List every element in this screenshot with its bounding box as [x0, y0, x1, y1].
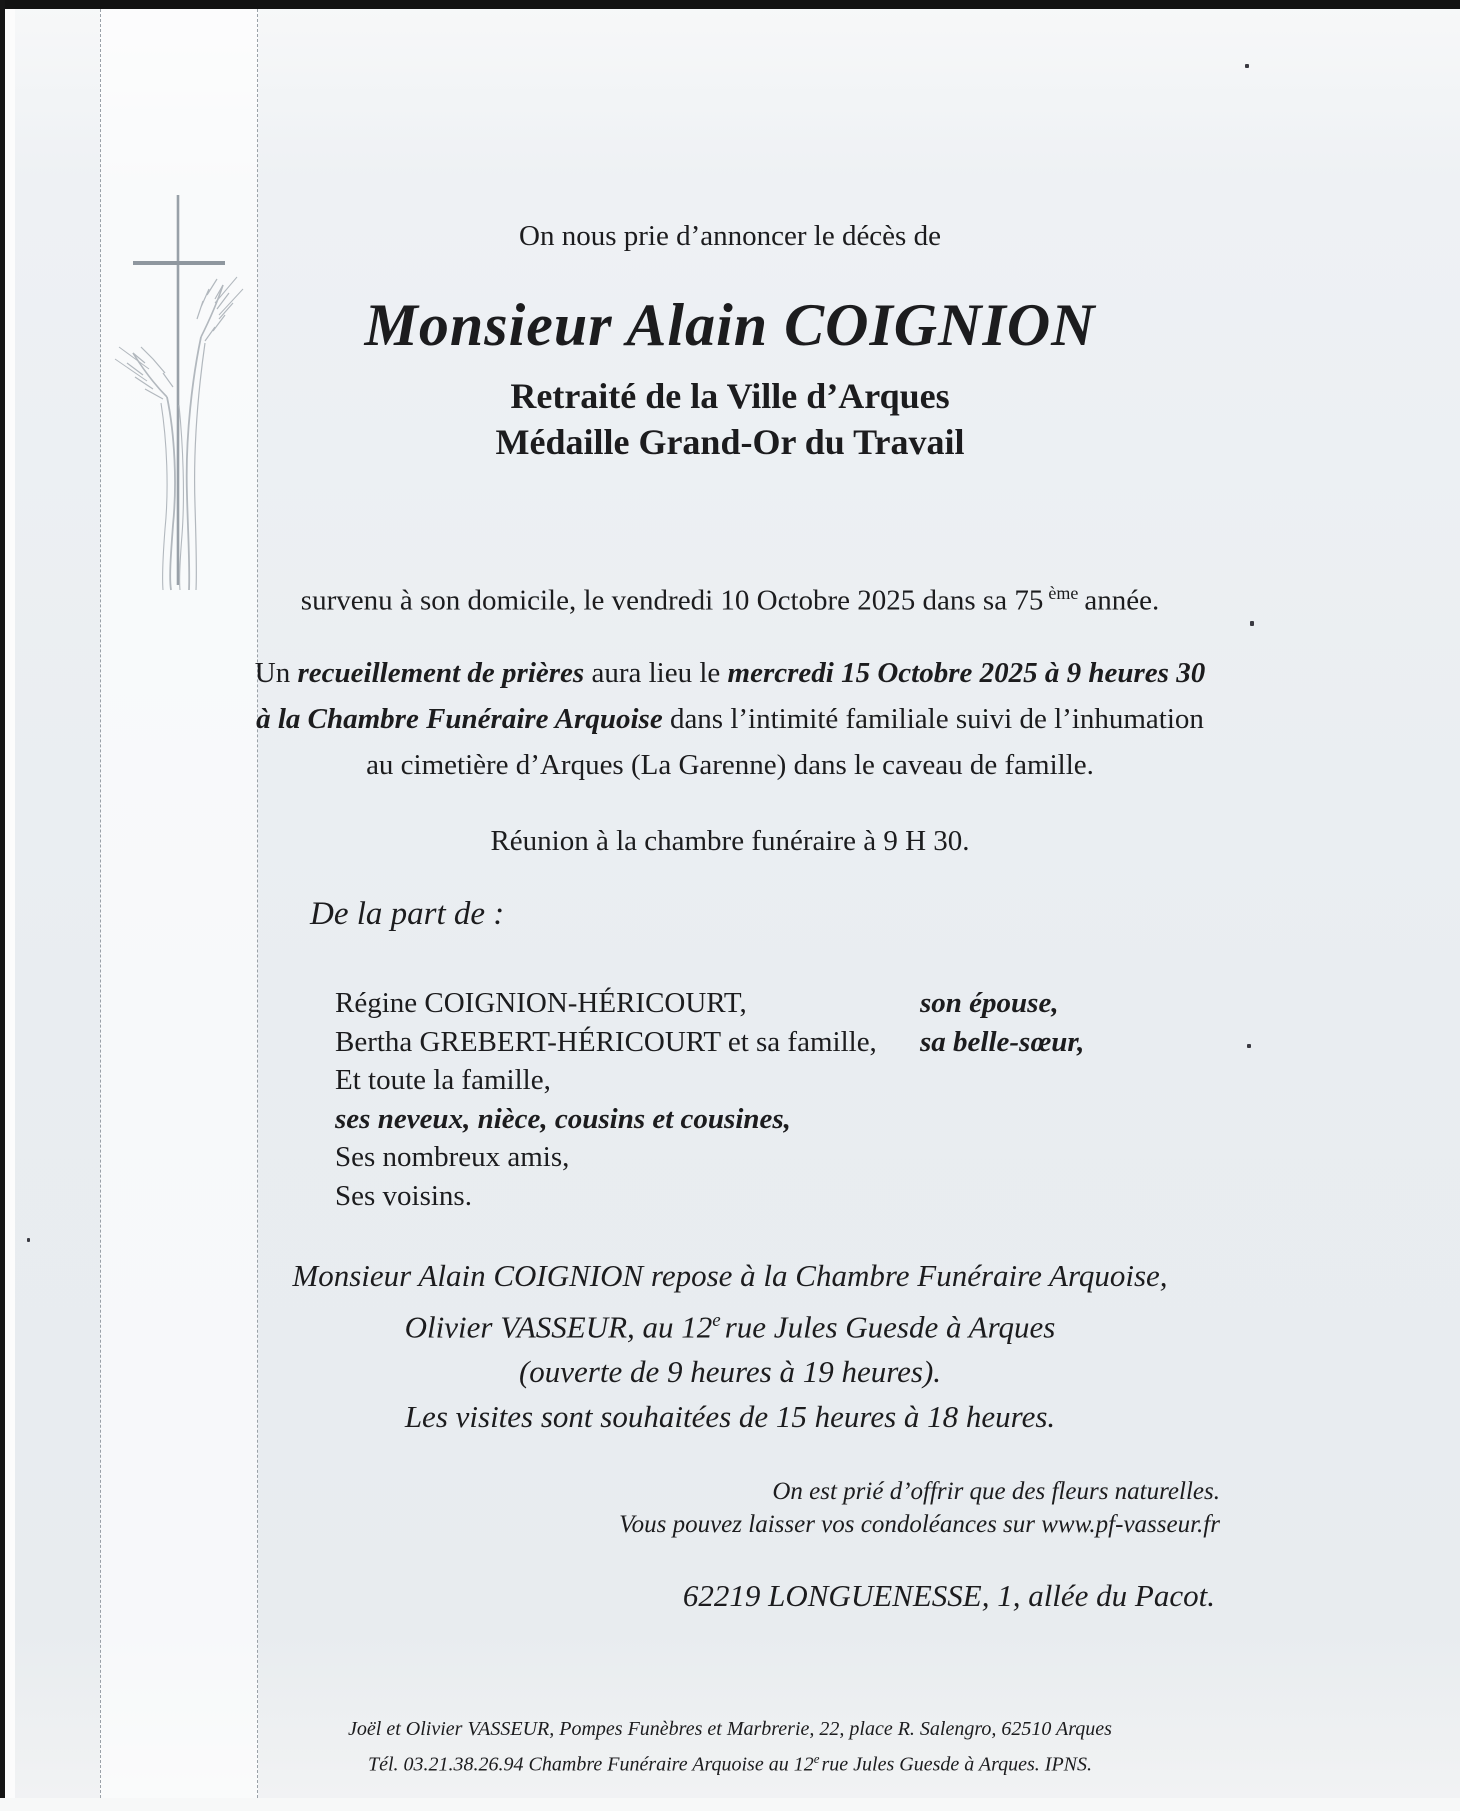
family-row — [335, 1023, 1084, 1062]
repose-address-ordinal: e — [712, 1310, 721, 1331]
scan-top-edge — [0, 0, 1460, 9]
flowers-note — [619, 1475, 1220, 1541]
prayer-location: à la Chambre Funéraire Arquoise — [256, 703, 663, 735]
death-date-text: survenu à son domicile, le vendredi 10 Octobre 2025 dans sa 75 — [300, 584, 1044, 617]
family-row — [335, 1061, 1084, 1100]
family-list — [335, 984, 1084, 1215]
family-member-name: Bertha GREBERT-HÉRICOURT et sa famille, — [335, 1025, 877, 1058]
footer-line-2 — [150, 1744, 1310, 1780]
footer-line-1: Joël et Olivier VASSEUR, Pompes Funèbres et Marbrerie, 22, place R. Salengro, 62510 Arques — [348, 1718, 1112, 1740]
prayer-line-1 — [250, 650, 1210, 696]
family-member-name: Ses nombreux amis, — [335, 1141, 570, 1173]
longuenesse-address: 62219 LONGUENESSE, 1, allée du Pacot. — [682, 1578, 1215, 1613]
flowers-line-1: On est prié d’offrir que des fleurs naturelles. — [772, 1478, 1220, 1505]
family-row — [335, 1100, 1084, 1139]
family-member-name: ses neveux, nièce, cousins et cousines, — [335, 1102, 791, 1135]
repose-line-2 — [250, 1298, 1210, 1349]
prayer-line-3: au cimetière d’Arques (La Garenne) dans le caveau de famille. — [366, 749, 1094, 781]
prayer-event-name: recueillement de prières — [297, 657, 585, 689]
footer-contact-text: rue Jules Guesde à Arques. IPNS. — [821, 1753, 1093, 1776]
scan-speck — [27, 1238, 30, 1242]
repose-paragraph — [250, 1253, 1210, 1439]
family-member-name: Régine COIGNION-HÉRICOURT, — [335, 987, 747, 1019]
family-member-relation: son épouse, — [920, 987, 1059, 1019]
scan-speck — [1250, 621, 1254, 626]
prayer-line-2 — [250, 696, 1210, 742]
family-member-name: Ses voisins. — [335, 1179, 472, 1212]
deceased-title-retired: Retraité de la Ville d’Arques — [510, 376, 950, 416]
family-row — [335, 1138, 1084, 1177]
death-age-ordinal-suffix: ème — [1048, 583, 1079, 603]
repose-line-3: (ouverte de 9 heures à 19 heures). — [518, 1354, 942, 1390]
family-row — [335, 1177, 1084, 1216]
death-date-line — [250, 583, 1210, 618]
announcement-intro: On nous prie d’annoncer le décès de — [519, 220, 941, 252]
deceased-title-medal: Médaille Grand-Or du Travail — [495, 422, 965, 462]
condolences-line: Vous pouvez laisser vos condoléances sur www.pf-vasseur.fr — [619, 1511, 1220, 1538]
scan-speck — [1247, 1044, 1251, 1048]
cross-and-wheat-illustration — [105, 185, 265, 595]
footer-contact-text: Tél. 03.21.38.26.94 Chambre Funéraire Arquoise au 12 — [367, 1753, 814, 1776]
repose-address-text: rue Jules Guesde à Arques — [724, 1309, 1056, 1345]
family-member-relation: sa belle-sœur, — [920, 1025, 1085, 1058]
repose-line-4: Les visites sont souhaitées de 15 heures à 18 heures. — [404, 1399, 1056, 1435]
repose-address-text: Olivier VASSEUR, au 12 — [404, 1309, 713, 1345]
family-member-name: Et toute la famille, — [335, 1064, 551, 1096]
footer-ordinal: e — [813, 1751, 820, 1766]
scan-bottom-edge — [0, 1798, 1460, 1811]
repose-line-1: Monsieur Alain COIGNION repose à la Chambre Funéraire Arquoise, — [292, 1258, 1168, 1293]
family-row — [335, 984, 1084, 1023]
prayer-gathering-paragraph — [250, 650, 1210, 788]
prayer-text: aura lieu le — [584, 657, 728, 689]
reunion-line: Réunion à la chambre funéraire à 9 H 30. — [490, 825, 970, 857]
prayer-date-time: mercredi 15 Octobre 2025 à 9 heures 30 — [727, 657, 1206, 689]
scan-left-margin — [5, 9, 15, 1811]
prayer-text: Un — [254, 657, 298, 689]
funeral-home-footer — [150, 1714, 1310, 1780]
death-age-word: année. — [1084, 584, 1160, 617]
scan-speck — [1245, 64, 1249, 68]
deceased-name: Monsieur Alain COIGNION — [364, 292, 1096, 358]
from-heading: De la part de : — [310, 896, 505, 932]
prayer-text: dans l’intimité familiale suivi de l’inhumation — [662, 703, 1204, 735]
